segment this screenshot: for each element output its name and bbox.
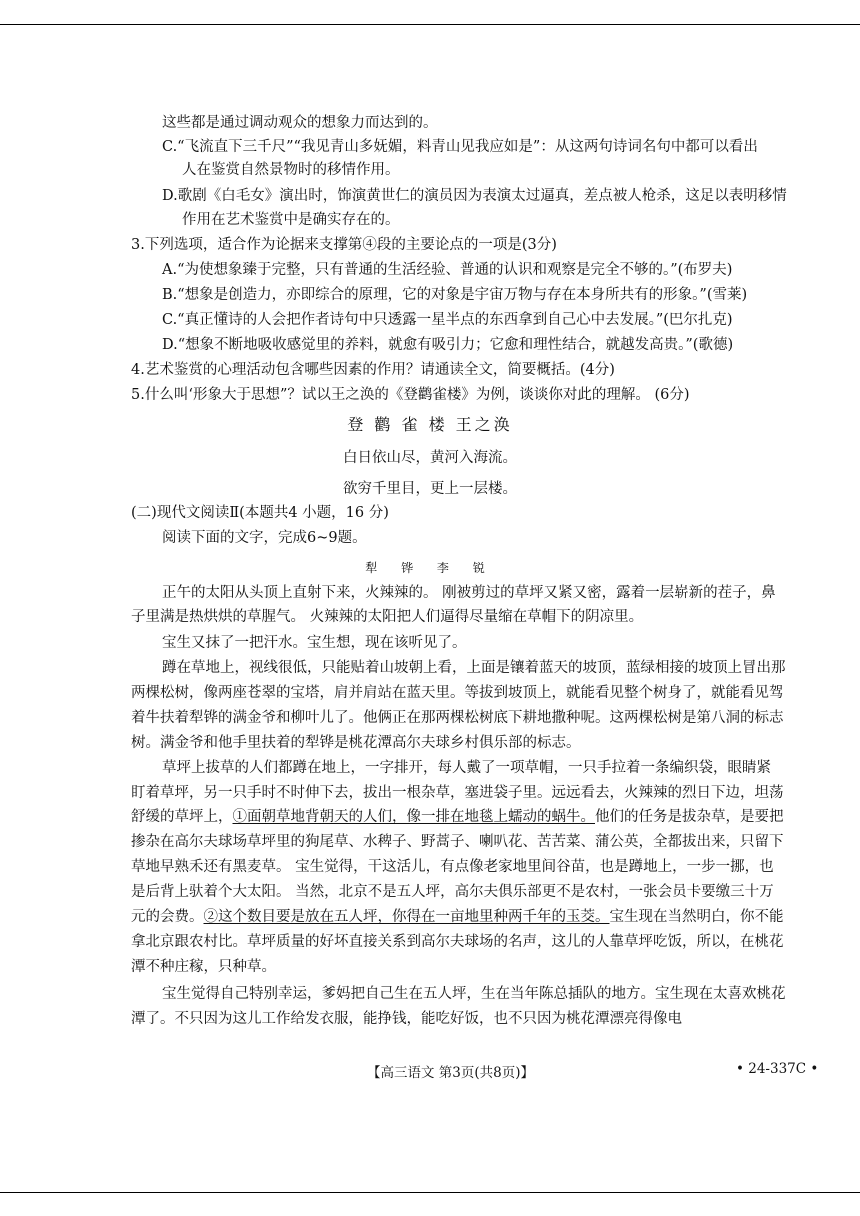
option-d: D.歌剧《白毛女》演出时，饰演黄世仁的演员因为表演太过逼真，差点被人枪杀，这足以表明移情: [162, 188, 787, 204]
paragraph-line: 树。满金爷和他手里扶着的犁铧是桃花潭高尔夫球乡村俱乐部的标志。: [131, 735, 581, 751]
paragraph-line: 潭不种庄稼，只种草。: [131, 959, 276, 975]
poem-title: 登 鹳 雀 楼 王之涣: [347, 415, 513, 434]
doc-code: • 24-337C •: [736, 1061, 819, 1077]
paragraph-line: 是后背上驮着个大太阳。 当然，北京不是五人坪，高尔夫俱乐部更不是农村，一张会员卡要缴三十万: [131, 884, 774, 900]
option-a: A.“为使想象臻于完整，只有普通的生活经验、普通的认识和观察是完全不够的。”(布罗夫): [162, 262, 733, 278]
paragraph-line: 潭了。不只因为这儿工作给发衣服，能挣钱，能吃好饭，也不只因为桃花潭漂亮得像电: [131, 1011, 682, 1027]
paragraph-line: 宝生又抹了一把汗水。宝生想，现在该听见了。: [162, 635, 467, 651]
option-d: D.“想象不断地吸收感觉里的养料，就愈有吸引力；它愈和理性结合，就越发高贵。”(歌德): [162, 337, 734, 353]
text-segment: 他们的任务是拔杂草，是要把: [595, 809, 784, 825]
paragraph-line: [131, 906, 784, 928]
paragraph-line: 掺杂在高尔夫球场草坪里的狗尾草、水稗子、野蒿子、喇叭花、苦苦菜、蒲公英，全都拔出来，只留下: [131, 834, 784, 850]
text-line: 人在鉴赏自然景物时的移情作用。: [182, 162, 400, 178]
paragraph-line: 草地早熟禾还有黑麦草。 宝生觉得，干这活儿，有点像老家地里间谷苗，也是蹲地上，一步一挪，也: [131, 859, 774, 875]
poem-line: 白日依山尽，黄河入海流。: [343, 450, 517, 466]
option-b: B.“想象是创造力，亦即综合的原理，它的对象是宇宙万物与存在本身所共有的形象。”(雪莱): [162, 287, 748, 303]
paragraph-line: [131, 806, 784, 828]
option-c: C.“真正懂诗的人会把作者诗句中只透露一星半点的东西拿到自己心中去发展。”(巴尔扎克): [162, 312, 733, 328]
paragraph-line: 两棵松树，像两座苍翠的宝塔，肩并肩站在蓝天里。等拔到坡顶上，就能看见整个树身了，就能看见驾: [131, 685, 784, 701]
paragraph-line: 草坪上拔草的人们都蹲在地上，一字排开，每人戴了一项草帽，一只手拉着一条编织袋，眼睛紧: [162, 760, 771, 776]
question-3: 3.下列选项，适合作为论据来支撑第④段的主要论点的一项是(3分): [131, 237, 557, 253]
option-c: C.“飞流直下三千尺”“我见青山多妩媚，料青山见我应如是”：从这两句诗词名句中都可以看出: [162, 139, 758, 155]
paragraph-line: 拿北京跟农村比。草坪质量的好坏直接关系到高尔夫球场的名声，这儿的人靠草坪吃饭，所以，在桃花: [131, 934, 784, 950]
text-segment: 宝生现在当然明白，你不能: [609, 909, 784, 925]
text-segment: 舒缓的草坪上，: [131, 809, 233, 825]
paragraph-line: 盯着草坪，另一只手时不时伸下去，拔出一根杂草，塞进袋子里。远远看去，火辣辣的烈日下边，坦荡: [131, 785, 784, 801]
text-line: 作用在艺术鉴赏中是确实存在的。: [182, 212, 400, 228]
section-heading: (二)现代文阅读Ⅱ(本题共4 小题，16 分): [131, 505, 389, 521]
instruction: 阅读下面的文字，完成6~9题。: [162, 530, 367, 546]
question-4: 4.艺术鉴赏的心理活动包含哪些因素的作用？请通读全文，简要概括。(4分): [131, 362, 615, 378]
text-segment: 元的会费。: [131, 909, 204, 925]
story-title: 犁 铧 李 锐: [365, 561, 495, 575]
poem-line: 欲穷千里目，更上一层楼。: [343, 481, 517, 497]
paragraph-line: 正午的太阳从头顶上直射下来，火辣辣的。 刚被剪过的草坪又紧又密，露着一层崭新的茬子，鼻: [162, 585, 776, 601]
paragraph-line: 蹲在草地上，视线很低，只能贴着山坡朝上看，上面是镶着蓝天的坡顶，蓝绿相接的坡顶上冒出那: [162, 660, 786, 676]
paragraph-line: 子里满是热烘烘的草腥气。 火辣辣的太阳把人们逼得尽量缩在草帽下的阴凉里。: [131, 609, 644, 625]
question-5: 5.什么叫‘形象大于思想”？试以王之涣的《登鹳雀楼》为例，谈谈你对此的理解。 (6分): [131, 387, 690, 403]
text-line: 这些都是通过调动观众的想象力而达到的。: [162, 115, 438, 131]
underlined-sentence-2: ②这个数目要是放在五人坪，你得在一亩地里种两千年的玉茭。: [203, 909, 610, 925]
paragraph-line: 宝生觉得自己特别幸运，爹妈把自己生在五人坪，生在当年陈总插队的地方。宝生现在太喜欢桃花: [162, 986, 786, 1002]
paragraph-line: 着牛扶着犁铧的满金爷和柳叶儿了。他俩正在那两棵松树底下耕地撒种呢。这两棵松树是第八洞的标志: [131, 710, 784, 726]
underlined-sentence-1: ①面朝草地背朝天的人们，像一排在地毯上蠕动的蜗牛。: [232, 809, 595, 825]
page-label: 【高三语文 第3页(共8页)】: [367, 1065, 535, 1081]
